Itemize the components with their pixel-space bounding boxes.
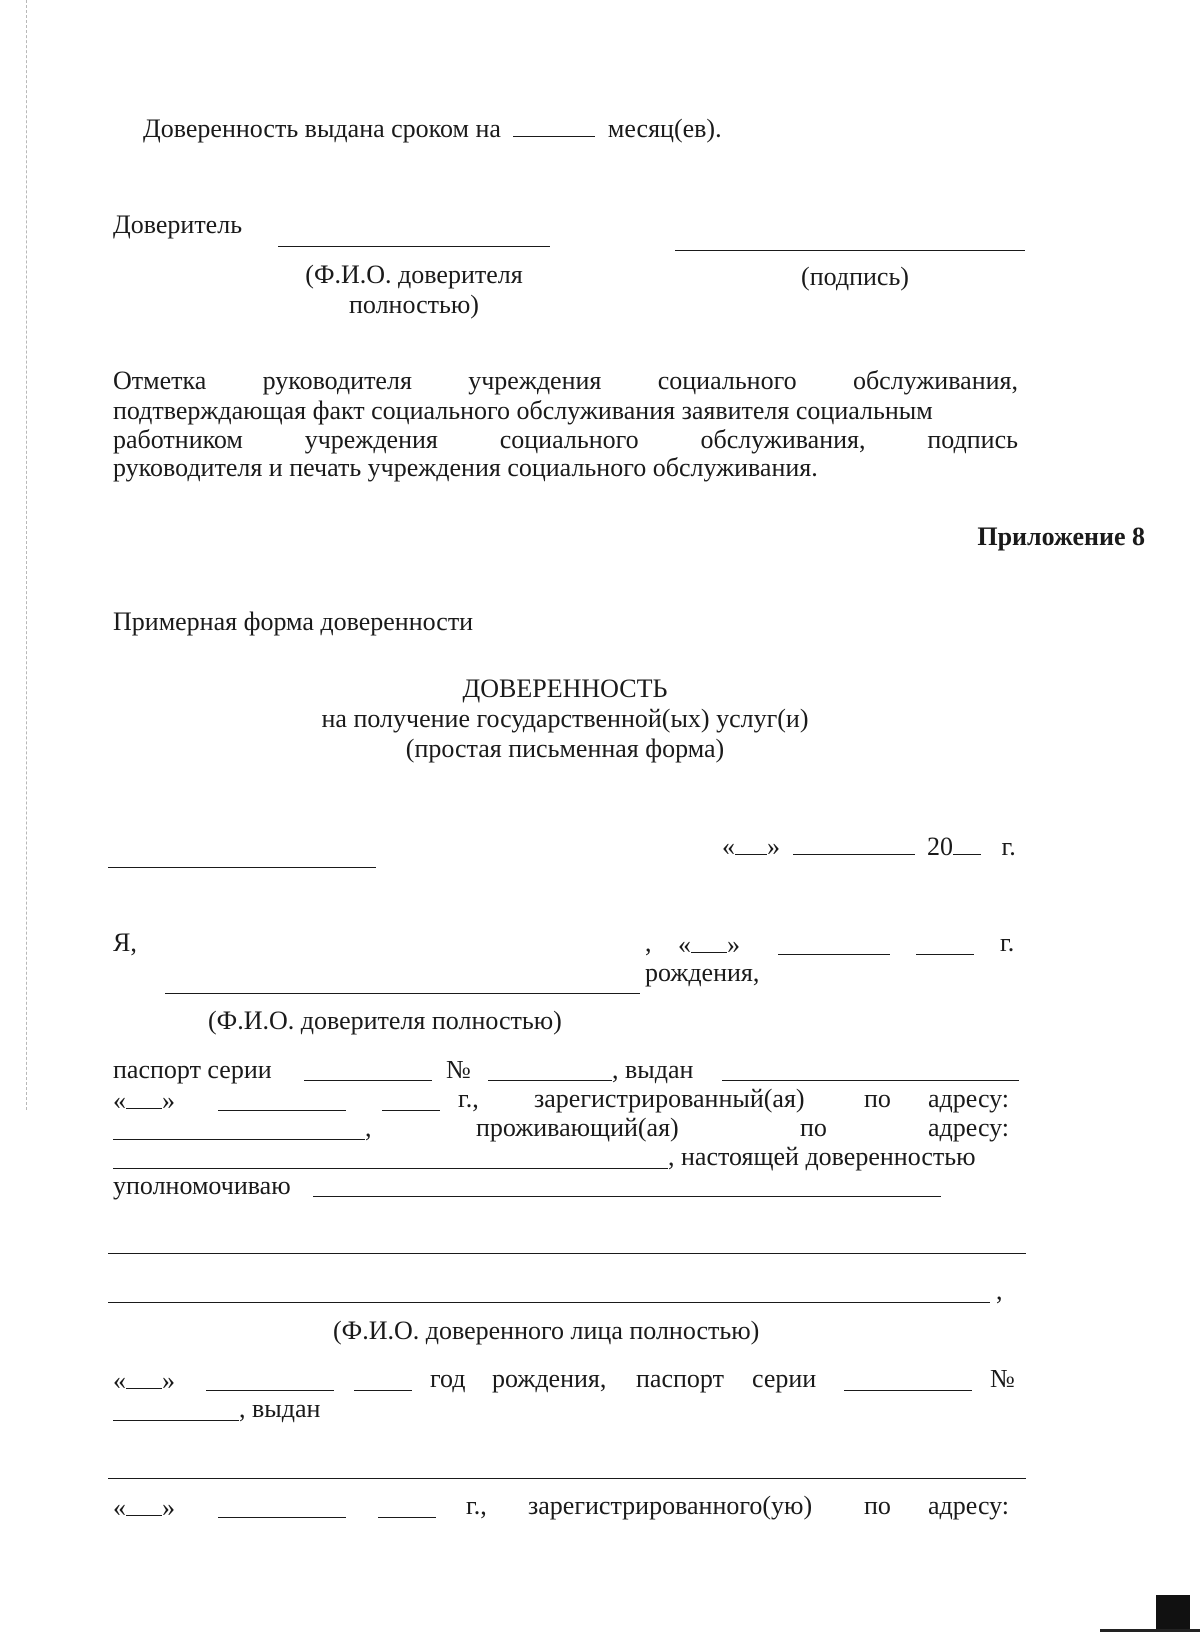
proxy-passport-label: паспорт bbox=[636, 1364, 724, 1393]
proxy-issue-year-field[interactable] bbox=[378, 1517, 436, 1518]
proxy-g-label: г., bbox=[466, 1491, 487, 1520]
appendix-label: Приложение 8 bbox=[977, 522, 1145, 551]
passport-number-label: № bbox=[446, 1055, 471, 1084]
ya-label: Я, bbox=[113, 928, 137, 957]
year-prefix: 20 bbox=[927, 832, 953, 861]
close-quote: » bbox=[767, 832, 780, 861]
mark-word: учреждения bbox=[468, 366, 602, 395]
open-quote: « bbox=[113, 1366, 126, 1395]
mark-word: социального bbox=[657, 366, 797, 395]
passport-month-field[interactable] bbox=[218, 1110, 346, 1111]
principal-signature-line[interactable] bbox=[675, 250, 1025, 251]
proxy-registered-label: зарегистрированного(ую) bbox=[528, 1491, 813, 1520]
mark-line-2: подтверждающая факт социального обслуживания заявителя социальным bbox=[113, 396, 933, 425]
registered-address-field[interactable] bbox=[113, 1139, 365, 1140]
registered-label: зарегистрированный(ая) bbox=[534, 1084, 805, 1113]
po-label: по bbox=[864, 1084, 891, 1113]
proxy-address-label: адресу: bbox=[928, 1491, 1010, 1520]
mark-word: учреждения bbox=[304, 425, 438, 454]
proxy-number-field[interactable] bbox=[113, 1420, 239, 1421]
document-subtitle-2: (простая письменная форма) bbox=[405, 734, 725, 763]
principal-label: Доверитель bbox=[113, 210, 243, 239]
i-g-label: г. bbox=[1000, 928, 1015, 957]
passport-issued-label: , выдан bbox=[612, 1055, 694, 1084]
mark-word: обслуживания, bbox=[852, 366, 1018, 395]
proxy-issued-field[interactable] bbox=[108, 1478, 1026, 1479]
birth-month-field[interactable] bbox=[778, 954, 890, 955]
open-quote: « bbox=[113, 1493, 126, 1522]
mark-word: социального bbox=[499, 425, 639, 454]
passport-day-field[interactable] bbox=[126, 1086, 162, 1109]
passport-series-field[interactable] bbox=[304, 1080, 432, 1081]
open-quote: « bbox=[722, 832, 735, 861]
proxy-issue-month-field[interactable] bbox=[218, 1517, 346, 1518]
address-label-2: адресу: bbox=[928, 1113, 1010, 1142]
birth-label: рождения, bbox=[645, 958, 760, 987]
proxy-po-label: по bbox=[864, 1491, 891, 1520]
proxy-issued-label: , выдан bbox=[239, 1394, 321, 1423]
passport-date bbox=[113, 1086, 175, 1114]
mark-word: руководителя bbox=[262, 366, 412, 395]
living-label: проживающий(ая) bbox=[476, 1113, 679, 1142]
close-quote: » bbox=[162, 1493, 175, 1522]
mark-word: обслуживания, bbox=[700, 425, 866, 454]
date-year-field[interactable] bbox=[953, 832, 981, 855]
i-fio-caption: (Ф.И.О. доверителя полностью) bbox=[208, 1006, 562, 1035]
proxy-series-label: серии bbox=[752, 1364, 817, 1393]
date-month-field[interactable] bbox=[793, 832, 915, 855]
birth-day-field[interactable] bbox=[691, 930, 727, 953]
term-after-text: месяц(ев). bbox=[607, 114, 722, 143]
mark-line-4: руководителя и печать учреждения социального обслуживания. bbox=[113, 453, 818, 482]
proxy-issue-day-field[interactable] bbox=[126, 1493, 162, 1516]
mark-line-3 bbox=[113, 427, 1018, 453]
document-subtitle-1: на получение государственной(ых) услуг(и) bbox=[321, 704, 809, 733]
proxy-trailing-comma: , bbox=[996, 1276, 1003, 1305]
passport-series-label: паспорт серии bbox=[113, 1055, 272, 1084]
principal-fio-caption-2: полностью) bbox=[349, 290, 479, 319]
term-before-text: Доверенность выдана сроком на bbox=[143, 114, 501, 143]
by-this-label: , настоящей доверенностью bbox=[668, 1142, 976, 1171]
proxy-fio-line-2[interactable] bbox=[108, 1302, 990, 1303]
passport-number-field[interactable] bbox=[488, 1080, 612, 1081]
principal-fio-line[interactable] bbox=[278, 246, 550, 247]
registered-comma: , bbox=[365, 1113, 372, 1142]
open-quote: « bbox=[678, 930, 691, 959]
proxy-number-label: № bbox=[990, 1364, 1015, 1393]
living-address-field[interactable] bbox=[113, 1168, 668, 1169]
proxy-fio-line-1[interactable] bbox=[108, 1253, 1026, 1254]
address-label: адресу: bbox=[928, 1084, 1010, 1113]
date-day-field[interactable] bbox=[735, 832, 767, 855]
proxy-birth-year-field[interactable] bbox=[354, 1390, 412, 1391]
proxy-birth-date bbox=[113, 1366, 175, 1394]
close-quote: » bbox=[162, 1086, 175, 1115]
document-title: ДОВЕРЕННОСТЬ bbox=[462, 674, 668, 703]
year-suffix: г. bbox=[1001, 832, 1016, 861]
place-line[interactable] bbox=[108, 867, 376, 868]
proxy-birth-label: рождения, bbox=[492, 1364, 607, 1393]
open-quote: « bbox=[113, 1086, 126, 1115]
i-birth-date bbox=[678, 930, 740, 958]
passport-year-field[interactable] bbox=[382, 1110, 440, 1111]
passport-issued-field[interactable] bbox=[722, 1080, 1019, 1081]
proxy-series-field[interactable] bbox=[844, 1390, 972, 1391]
proxy-fio-caption: (Ф.И.О. доверенного лица полностью) bbox=[333, 1316, 760, 1345]
mark-word: Отметка bbox=[113, 366, 207, 395]
po-label-2: по bbox=[800, 1113, 827, 1142]
i-comma: , bbox=[645, 928, 652, 957]
i-fio-line[interactable] bbox=[165, 993, 640, 994]
principal-fio-caption-1: (Ф.И.О. доверителя bbox=[305, 260, 523, 289]
birth-year-field[interactable] bbox=[916, 954, 974, 955]
proxy-god-label: год bbox=[430, 1364, 466, 1393]
scan-left-margin-dashes bbox=[26, 0, 27, 1110]
proxy-birth-month-field[interactable] bbox=[206, 1390, 334, 1391]
authorize-field[interactable] bbox=[313, 1196, 941, 1197]
mark-line-1 bbox=[113, 368, 1018, 394]
sample-form-label: Примерная форма доверенности bbox=[113, 607, 474, 636]
proxy-birth-day-field[interactable] bbox=[126, 1366, 162, 1389]
mark-word: работником bbox=[113, 425, 243, 454]
authorize-label: уполномочиваю bbox=[113, 1171, 291, 1200]
passport-g-label: г., bbox=[458, 1084, 479, 1113]
close-quote: » bbox=[162, 1366, 175, 1395]
principal-signature-caption: (подпись) bbox=[801, 262, 909, 291]
scan-corner-shadow bbox=[1156, 1595, 1190, 1632]
term-months-field[interactable] bbox=[513, 114, 595, 137]
mark-word: подпись bbox=[927, 425, 1018, 454]
term-line bbox=[143, 114, 722, 142]
proxy-issue-date bbox=[113, 1493, 175, 1521]
date-line bbox=[722, 832, 1016, 860]
close-quote: » bbox=[727, 930, 740, 959]
